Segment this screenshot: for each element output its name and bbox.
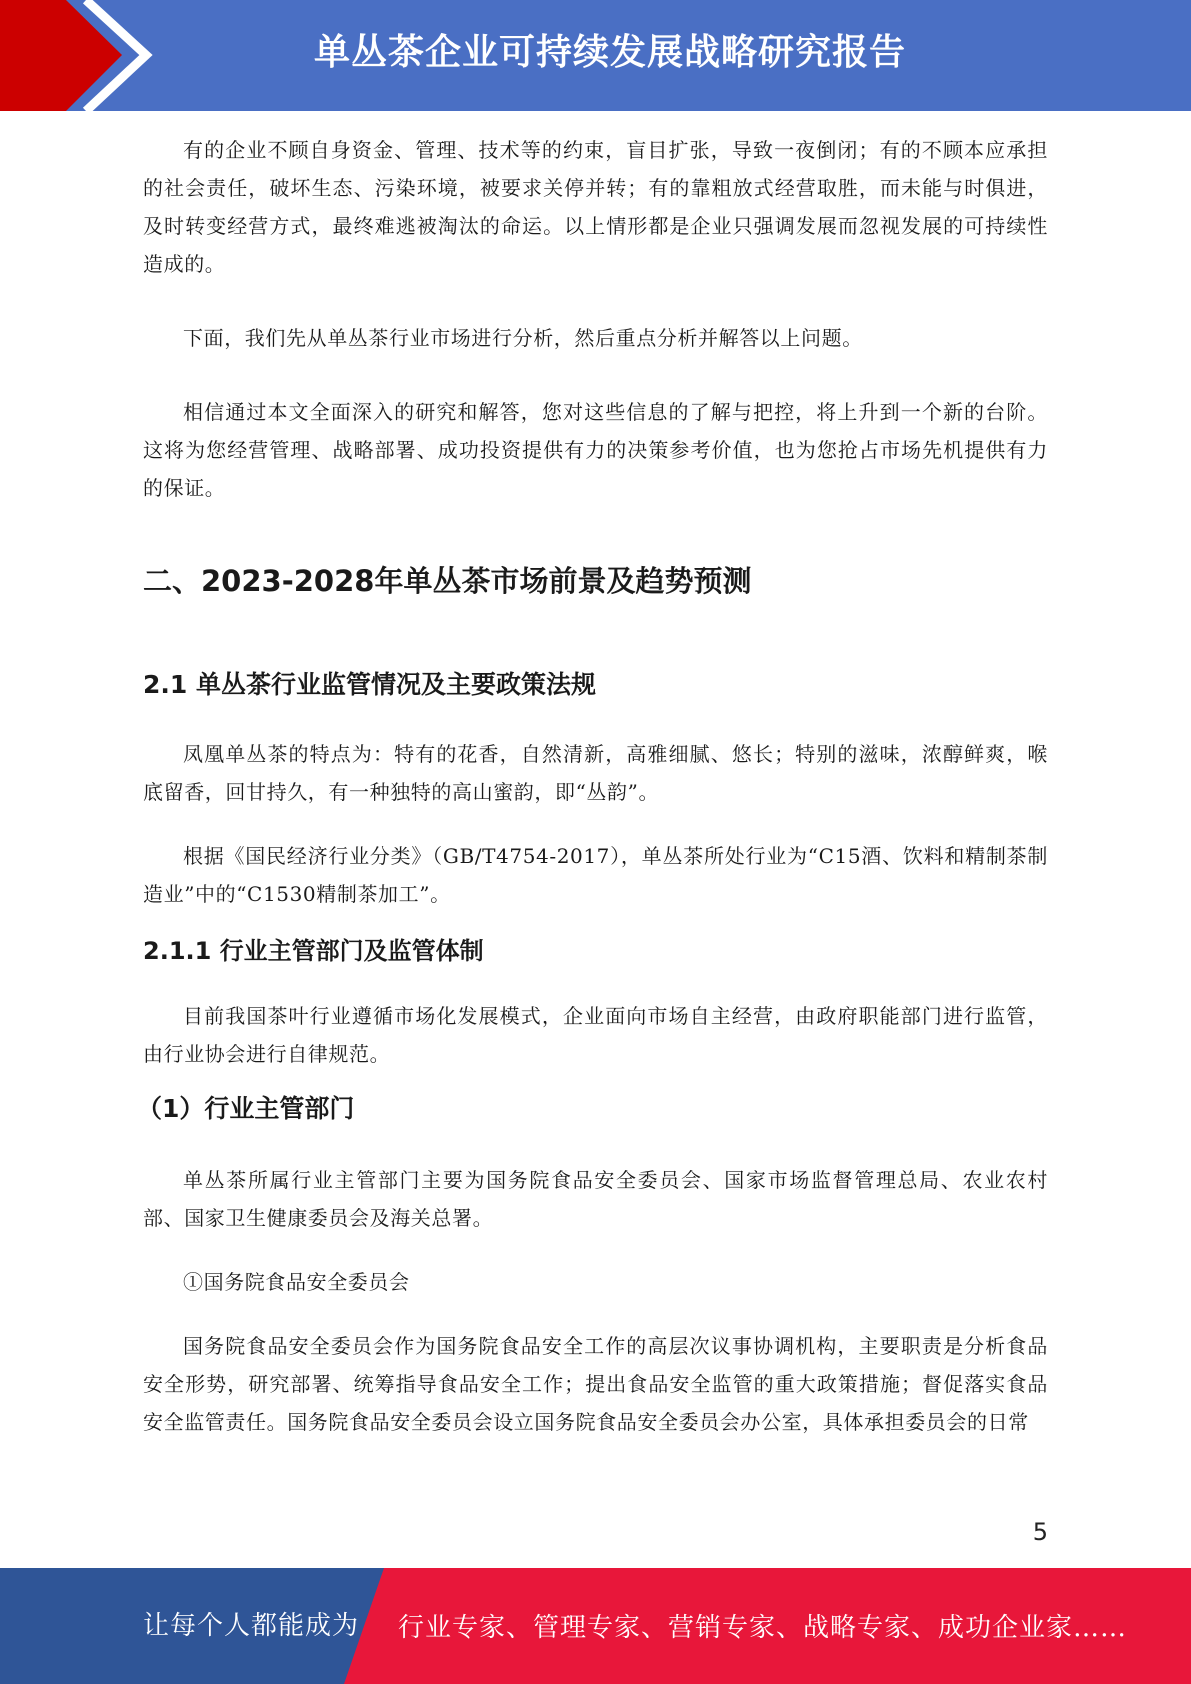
footer-slogan-right: 行业专家、管理专家、营销专家、战略专家、成功企业家…… [398,1613,1128,1643]
document-body [137,131,1048,1441]
header-banner [0,0,1191,111]
page-number: 5 [1032,1518,1048,1546]
subsection-heading: 2.1 单丛茶行业监管情况及主要政策法规 [143,670,596,699]
paragraph: 目前我国茶叶行业遵循市场化发展模式，企业面向市场自主经营，由政府职能部门进行监管，由行业协会进行自律规范。 [143,1004,1048,1066]
report-title: 单丛茶企业可持续发展战略研究报告 [313,32,906,73]
paragraph: 下面，我们先从单丛茶行业市场进行分析，然后重点分析并解答以上问题。 [183,326,863,350]
paragraph: 国务院食品安全委员会作为国务院食品安全工作的高层次议事协调机构，主要职责是分析食品安全形势，研究部署、统筹指导食品安全工作；提出食品安全监管的重大政策措施；督促落实食品安全监管责任。国务院食品安全委员会设立国务院食品安全委员会办公室，具体承担委员会的日常 [143,1334,1048,1434]
paragraph: 相信通过本文全面深入的研究和解答，您对这些信息的了解与把控，将上升到一个新的台阶。这将为您经营管理、战略部署、成功投资提供有力的决策参考价值，也为您抢占市场先机提供有力的保证。 [143,400,1048,500]
paragraph: 单丛茶所属行业主管部门主要为国务院食品安全委员会、国家市场监督管理总局、农业农村部、国家卫生健康委员会及海关总署。 [143,1168,1048,1230]
list-item-label: ①国务院食品安全委员会 [183,1270,410,1294]
section-heading: 二、2023-2028年单丛茶市场前景及趋势预测 [143,564,752,598]
footer-banner [0,1568,1191,1684]
paragraph: 有的企业不顾自身资金、管理、技术等的约束，盲目扩张，导致一夜倒闭；有的不顾本应承担的社会责任，破坏生态、污染环境，被要求关停并转；有的靠粗放式经营取胜，而未能与时俱进，及时转变经营方式，最终难逃被淘汰的命运。以上情形都是企业只强调发展而忽视发展的可持续性造成的。 [143,138,1048,276]
item-heading: （1）行业主管部门 [137,1094,355,1123]
paragraph: 根据《国民经济行业分类》（GB/T4754-2017），单丛茶所处行业为“C15酒、饮料和精制茶制造业”中的“C1530精制茶加工”。 [143,844,1048,906]
footer-slogan-left: 让每个人都能成为 [143,1611,360,1641]
paragraph: 凤凰单丛茶的特点为：特有的花香，自然清新，高雅细腻、悠长；特别的滋味，浓醇鲜爽，喉底留香，回甘持久，有一种独特的高山蜜韵，即“丛韵”。 [143,742,1048,804]
subsubsection-heading: 2.1.1 行业主管部门及监管体制 [143,937,484,965]
